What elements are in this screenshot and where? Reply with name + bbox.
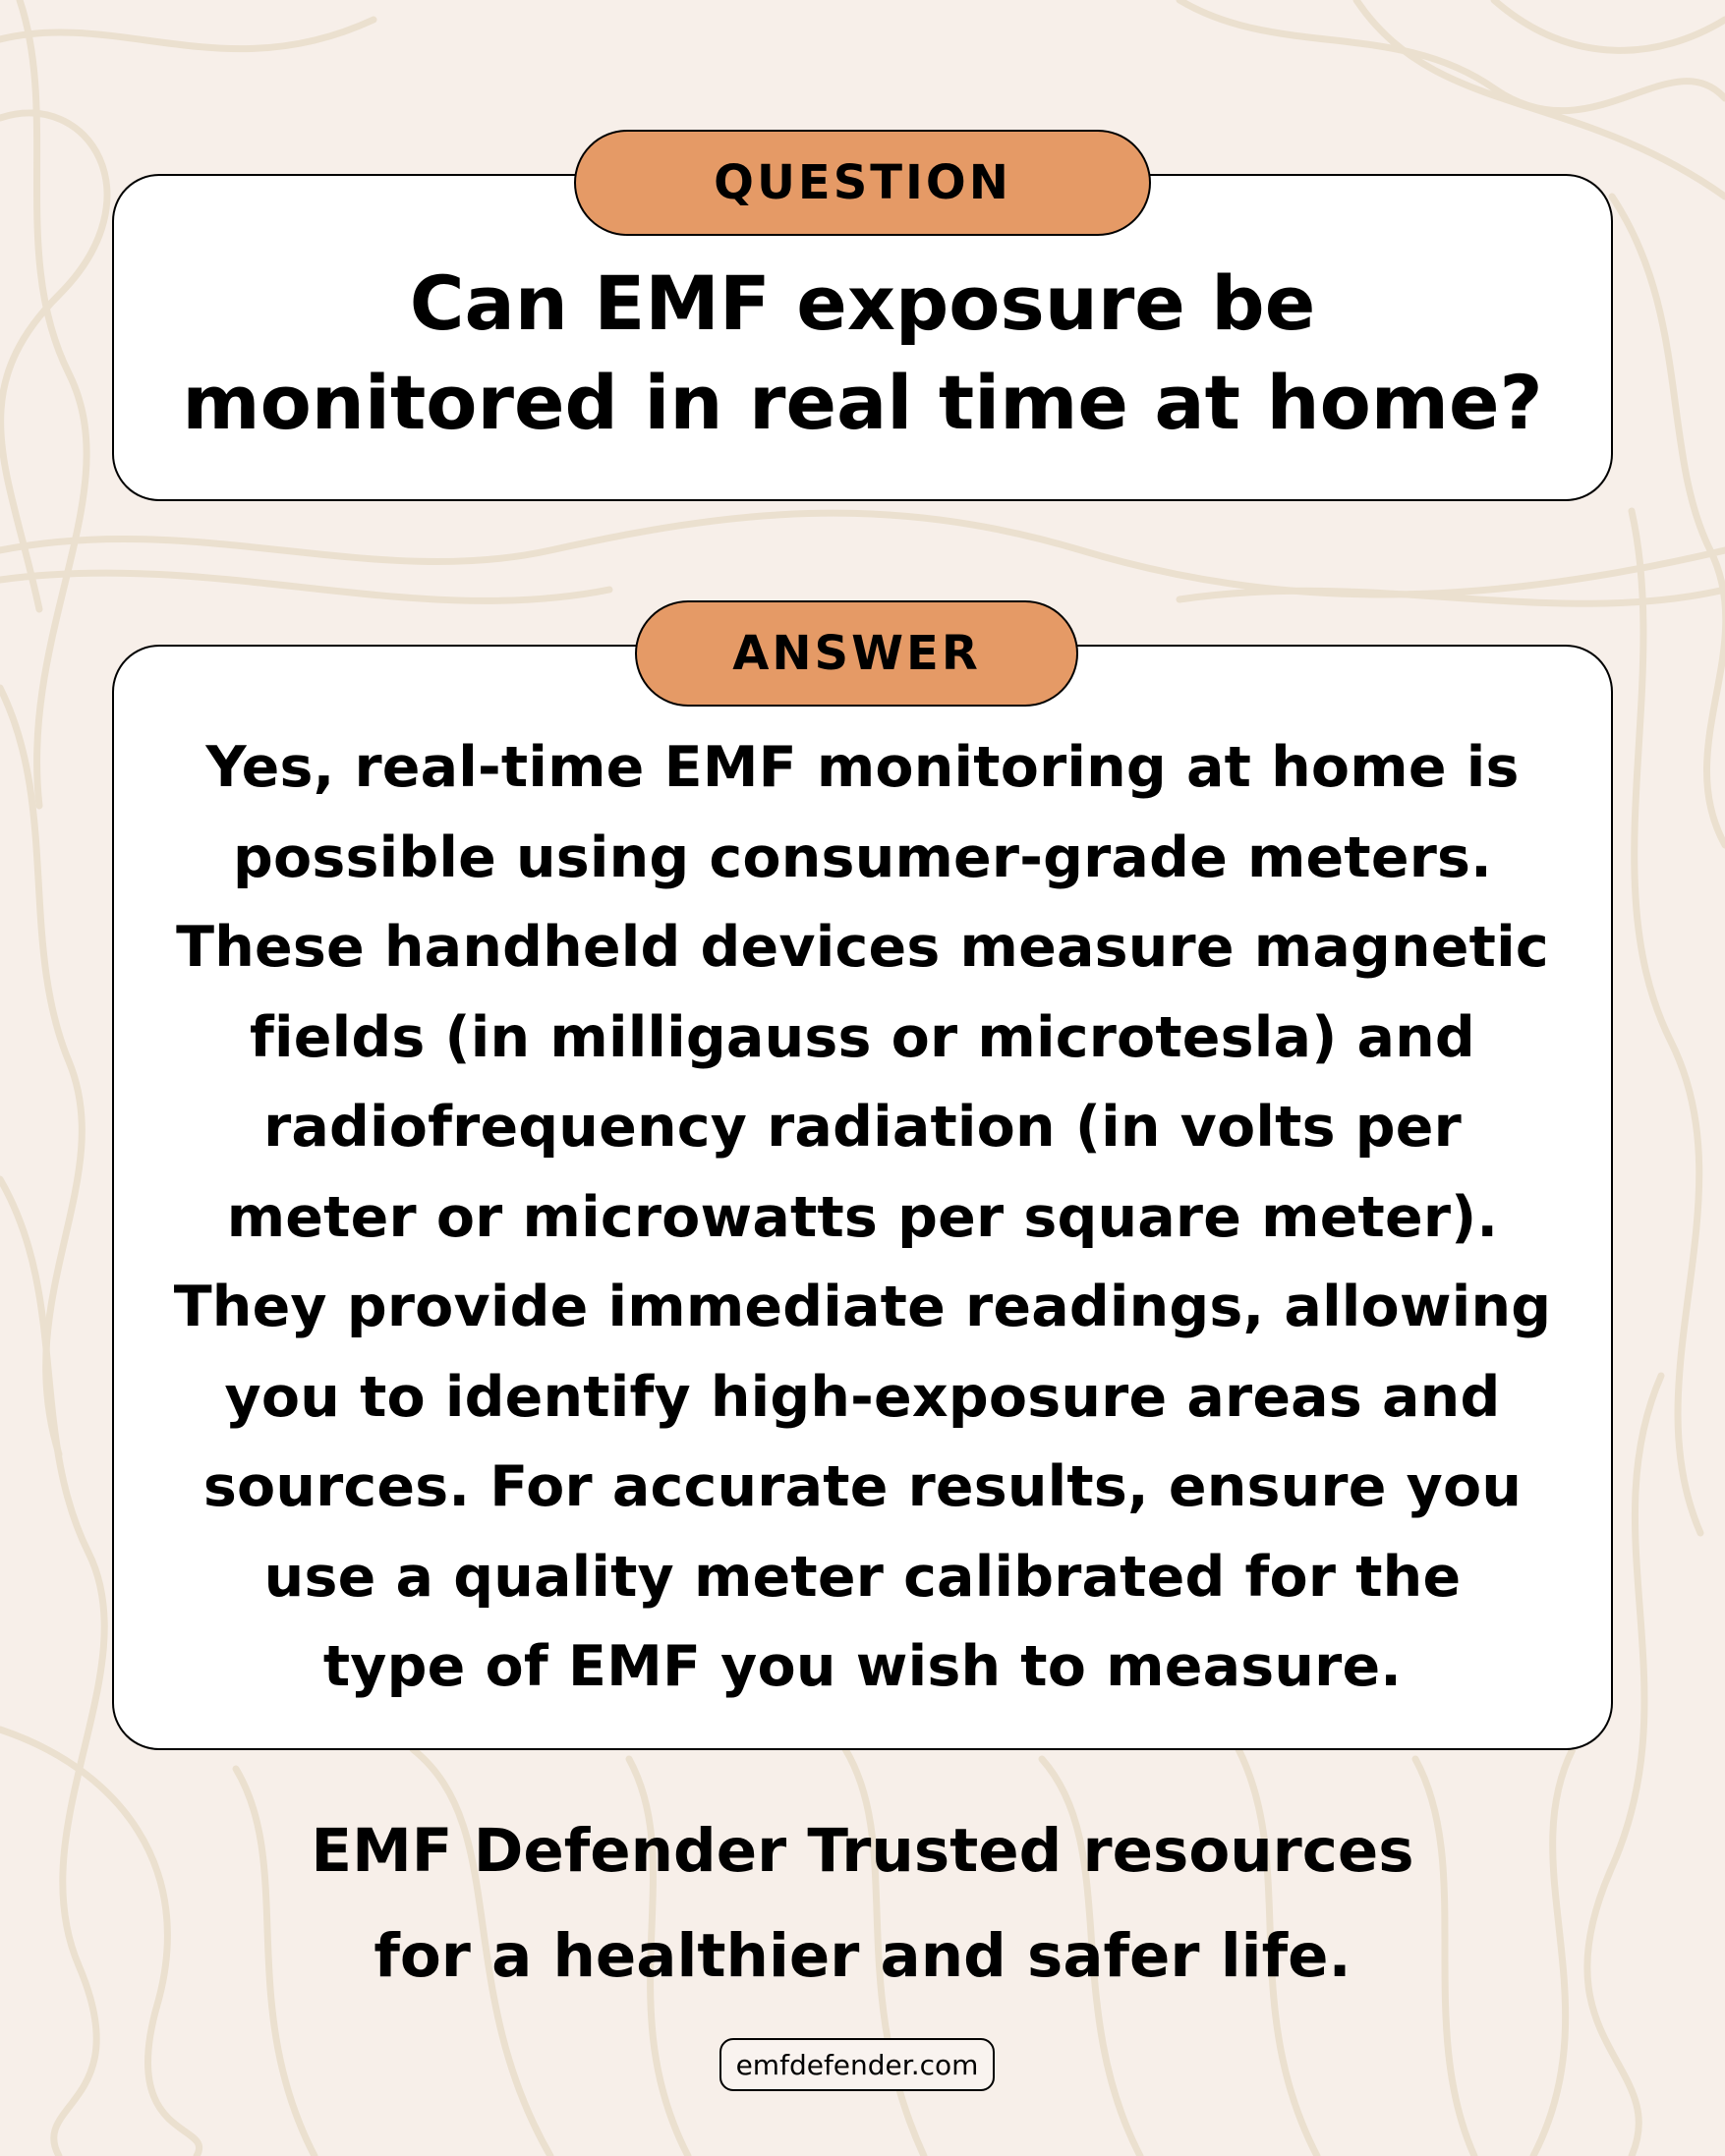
answer-label: ANSWER — [635, 600, 1078, 707]
tagline-line-1: EMF Defender Trusted resources — [311, 1816, 1414, 1886]
question-line-1: Can EMF exposure be — [409, 259, 1316, 347]
question-label: QUESTION — [574, 130, 1151, 236]
answer-line: sources. For accurate results, ensure you — [202, 1454, 1523, 1519]
answer-line: They provide immediate readings, allowing — [173, 1275, 1552, 1339]
answer-card — [112, 645, 1613, 1750]
answer-line: Yes, real-time EMF monitoring at home is — [205, 735, 1520, 800]
footer-tagline — [0, 1798, 1725, 2009]
answer-line: meter or microwatts per square meter). — [226, 1184, 1499, 1250]
answer-line: radiofrequency radiation (in volts per — [263, 1095, 1462, 1160]
answer-line: type of EMF you wish to measure. — [322, 1634, 1403, 1699]
answer-line: fields (in milligauss or microtesla) and — [250, 1004, 1475, 1070]
answer-line: possible using consumer-grade meters. — [232, 824, 1493, 890]
answer-line: you to identify high-exposure areas and — [224, 1364, 1501, 1430]
website-link[interactable]: emfdefender.com — [719, 2038, 995, 2091]
answer-line: use a quality meter calibrated for the — [263, 1544, 1462, 1610]
answer-text — [153, 723, 1572, 1713]
question-line-2: monitored in real time at home? — [182, 359, 1543, 446]
answer-line: These handheld devices measure magnetic — [176, 915, 1549, 980]
tagline-line-2: for a healthier and safer life. — [374, 1921, 1351, 1991]
